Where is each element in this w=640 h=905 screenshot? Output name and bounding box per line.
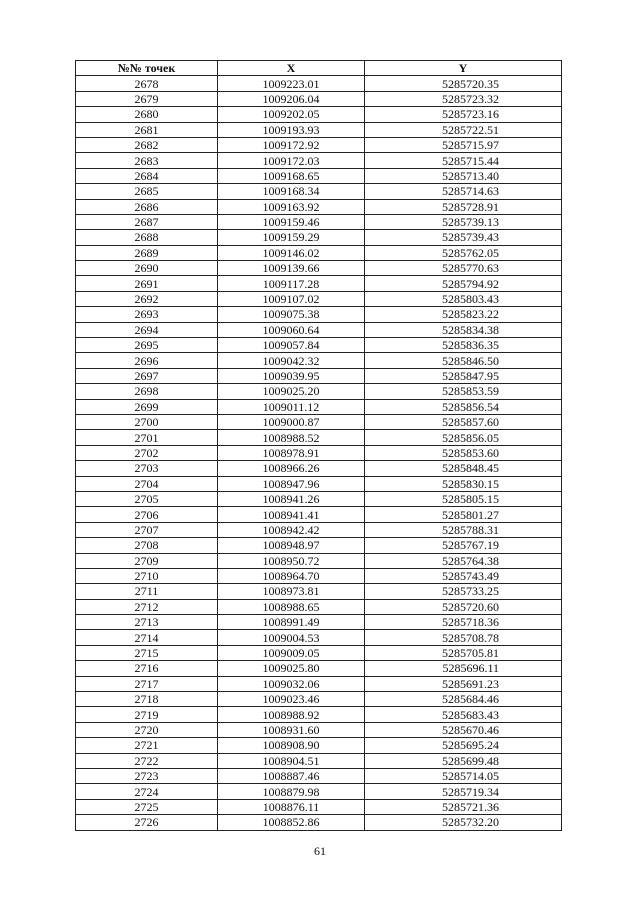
page-number: 61 — [314, 844, 326, 858]
cell-y: 5285715.97 — [365, 137, 562, 152]
table-row — [76, 291, 562, 306]
table-row — [76, 753, 562, 768]
cell-y: 5285684.46 — [365, 692, 562, 707]
cell-x: 1008948.97 — [218, 538, 365, 553]
cell-y: 5285857.60 — [365, 414, 562, 429]
table-row — [76, 815, 562, 830]
table-row — [76, 214, 562, 229]
cell-x: 1008988.92 — [218, 707, 365, 722]
cell-point-number: 2705 — [76, 491, 218, 506]
cell-point-number: 2699 — [76, 399, 218, 414]
cell-x: 1008991.49 — [218, 615, 365, 630]
cell-y: 5285856.54 — [365, 399, 562, 414]
cell-y: 5285803.43 — [365, 291, 562, 306]
cell-x: 1008852.86 — [218, 815, 365, 830]
table-row — [76, 414, 562, 429]
cell-point-number: 2703 — [76, 461, 218, 476]
table-row — [76, 599, 562, 614]
cell-x: 1009023.46 — [218, 692, 365, 707]
table-row — [76, 538, 562, 553]
cell-y: 5285723.16 — [365, 107, 562, 122]
cell-point-number: 2724 — [76, 784, 218, 799]
table-row — [76, 491, 562, 506]
cell-x: 1009075.38 — [218, 307, 365, 322]
cell-y: 5285788.31 — [365, 522, 562, 537]
cell-point-number: 2695 — [76, 338, 218, 353]
cell-point-number: 2702 — [76, 445, 218, 460]
cell-x: 1008942.42 — [218, 522, 365, 537]
cell-x: 1009202.05 — [218, 107, 365, 122]
cell-point-number: 2684 — [76, 168, 218, 183]
table-row — [76, 584, 562, 599]
table-row — [76, 245, 562, 260]
table-row — [76, 338, 562, 353]
cell-y: 5285715.44 — [365, 153, 562, 168]
cell-x: 1008904.51 — [218, 753, 365, 768]
cell-point-number: 2714 — [76, 630, 218, 645]
cell-x: 1009009.05 — [218, 645, 365, 660]
cell-point-number: 2717 — [76, 676, 218, 691]
cell-x: 1009159.29 — [218, 230, 365, 245]
cell-y: 5285767.19 — [365, 538, 562, 553]
coordinates-table — [75, 60, 562, 831]
table-row — [76, 768, 562, 783]
cell-y: 5285720.60 — [365, 599, 562, 614]
cell-x: 1009032.06 — [218, 676, 365, 691]
cell-y: 5285733.25 — [365, 584, 562, 599]
header-x: X — [218, 61, 365, 76]
cell-y: 5285718.36 — [365, 615, 562, 630]
cell-y: 5285830.15 — [365, 476, 562, 491]
cell-point-number: 2718 — [76, 692, 218, 707]
cell-y: 5285848.45 — [365, 461, 562, 476]
cell-x: 1008964.70 — [218, 568, 365, 583]
cell-x: 1009223.01 — [218, 76, 365, 91]
table-row — [76, 199, 562, 214]
cell-point-number: 2701 — [76, 430, 218, 445]
cell-point-number: 2692 — [76, 291, 218, 306]
cell-x: 1008908.90 — [218, 738, 365, 753]
cell-y: 5285713.40 — [365, 168, 562, 183]
cell-y: 5285699.48 — [365, 753, 562, 768]
table-row — [76, 645, 562, 660]
cell-point-number: 2678 — [76, 76, 218, 91]
cell-x: 1008973.81 — [218, 584, 365, 599]
cell-x: 1009039.95 — [218, 368, 365, 383]
cell-point-number: 2682 — [76, 137, 218, 152]
cell-y: 5285856.05 — [365, 430, 562, 445]
cell-x: 1008947.96 — [218, 476, 365, 491]
cell-y: 5285743.49 — [365, 568, 562, 583]
cell-y: 5285764.38 — [365, 553, 562, 568]
cell-y: 5285720.35 — [365, 76, 562, 91]
cell-y: 5285739.43 — [365, 230, 562, 245]
cell-point-number: 2710 — [76, 568, 218, 583]
table-header — [76, 61, 562, 76]
table-row — [76, 399, 562, 414]
cell-point-number: 2711 — [76, 584, 218, 599]
cell-point-number: 2688 — [76, 230, 218, 245]
cell-x: 1008931.60 — [218, 722, 365, 737]
table-row — [76, 307, 562, 322]
cell-x: 1009042.32 — [218, 353, 365, 368]
cell-x: 1009117.28 — [218, 276, 365, 291]
cell-y: 5285762.05 — [365, 245, 562, 260]
table-row — [76, 76, 562, 91]
cell-point-number: 2726 — [76, 815, 218, 830]
header-point-number: №№ точек — [76, 61, 218, 76]
cell-y: 5285714.05 — [365, 768, 562, 783]
cell-x: 1009025.20 — [218, 384, 365, 399]
table-row — [76, 692, 562, 707]
cell-y: 5285696.11 — [365, 661, 562, 676]
cell-y: 5285683.43 — [365, 707, 562, 722]
cell-point-number: 2721 — [76, 738, 218, 753]
cell-point-number: 2708 — [76, 538, 218, 553]
table-row — [76, 507, 562, 522]
cell-y: 5285823.22 — [365, 307, 562, 322]
cell-y: 5285846.50 — [365, 353, 562, 368]
cell-x: 1009159.46 — [218, 214, 365, 229]
table-row — [76, 368, 562, 383]
cell-x: 1009206.04 — [218, 91, 365, 106]
table-row — [76, 353, 562, 368]
table-row — [76, 122, 562, 137]
cell-y: 5285722.51 — [365, 122, 562, 137]
cell-y: 5285721.36 — [365, 799, 562, 814]
cell-point-number: 2716 — [76, 661, 218, 676]
table-row — [76, 738, 562, 753]
cell-x: 1009146.02 — [218, 245, 365, 260]
table-row — [76, 137, 562, 152]
cell-point-number: 2704 — [76, 476, 218, 491]
cell-y: 5285847.95 — [365, 368, 562, 383]
cell-y: 5285670.46 — [365, 722, 562, 737]
cell-y: 5285705.81 — [365, 645, 562, 660]
cell-y: 5285836.35 — [365, 338, 562, 353]
table-row — [76, 707, 562, 722]
cell-point-number: 2723 — [76, 768, 218, 783]
cell-x: 1008950.72 — [218, 553, 365, 568]
cell-point-number: 2712 — [76, 599, 218, 614]
cell-y: 5285801.27 — [365, 507, 562, 522]
cell-x: 1009060.64 — [218, 322, 365, 337]
table-row — [76, 799, 562, 814]
header-row — [76, 61, 562, 76]
cell-x: 1008887.46 — [218, 768, 365, 783]
cell-point-number: 2683 — [76, 153, 218, 168]
cell-x: 1009172.03 — [218, 153, 365, 168]
table-row — [76, 91, 562, 106]
cell-point-number: 2690 — [76, 261, 218, 276]
cell-x: 1008941.41 — [218, 507, 365, 522]
cell-y: 5285853.59 — [365, 384, 562, 399]
cell-y: 5285834.38 — [365, 322, 562, 337]
cell-point-number: 2707 — [76, 522, 218, 537]
table-row — [76, 630, 562, 645]
cell-x: 1009004.53 — [218, 630, 365, 645]
cell-point-number: 2698 — [76, 384, 218, 399]
cell-x: 1009025.80 — [218, 661, 365, 676]
table-row — [76, 168, 562, 183]
cell-x: 1009011.12 — [218, 399, 365, 414]
cell-point-number: 2694 — [76, 322, 218, 337]
cell-point-number: 2706 — [76, 507, 218, 522]
cell-point-number: 2725 — [76, 799, 218, 814]
table-row — [76, 261, 562, 276]
table-body — [76, 76, 562, 830]
cell-point-number: 2681 — [76, 122, 218, 137]
cell-point-number: 2700 — [76, 414, 218, 429]
table-row — [76, 430, 562, 445]
table-row — [76, 384, 562, 399]
cell-x: 1009193.93 — [218, 122, 365, 137]
cell-x: 1009107.02 — [218, 291, 365, 306]
cell-y: 5285732.20 — [365, 815, 562, 830]
table-row — [76, 553, 562, 568]
cell-x: 1008988.65 — [218, 599, 365, 614]
cell-point-number: 2691 — [76, 276, 218, 291]
cell-y: 5285708.78 — [365, 630, 562, 645]
table-row — [76, 522, 562, 537]
cell-point-number: 2679 — [76, 91, 218, 106]
table-row — [76, 476, 562, 491]
table-row — [76, 661, 562, 676]
cell-x: 1009168.65 — [218, 168, 365, 183]
cell-y: 5285853.60 — [365, 445, 562, 460]
cell-x: 1008876.11 — [218, 799, 365, 814]
table-row — [76, 153, 562, 168]
cell-y: 5285695.24 — [365, 738, 562, 753]
cell-point-number: 2689 — [76, 245, 218, 260]
cell-y: 5285691.23 — [365, 676, 562, 691]
cell-y: 5285794.92 — [365, 276, 562, 291]
cell-point-number: 2715 — [76, 645, 218, 660]
cell-point-number: 2687 — [76, 214, 218, 229]
table-row — [76, 107, 562, 122]
cell-y: 5285805.15 — [365, 491, 562, 506]
cell-point-number: 2709 — [76, 553, 218, 568]
table-row — [76, 445, 562, 460]
table-row — [76, 230, 562, 245]
cell-y: 5285739.13 — [365, 214, 562, 229]
cell-x: 1009172.92 — [218, 137, 365, 152]
cell-point-number: 2713 — [76, 615, 218, 630]
table-row — [76, 722, 562, 737]
cell-point-number: 2686 — [76, 199, 218, 214]
cell-y: 5285719.34 — [365, 784, 562, 799]
cell-point-number: 2697 — [76, 368, 218, 383]
cell-point-number: 2685 — [76, 184, 218, 199]
cell-x: 1009000.87 — [218, 414, 365, 429]
table-row — [76, 676, 562, 691]
cell-point-number: 2719 — [76, 707, 218, 722]
table-row — [76, 276, 562, 291]
table-row — [76, 568, 562, 583]
table-row — [76, 461, 562, 476]
cell-point-number: 2693 — [76, 307, 218, 322]
cell-point-number: 2722 — [76, 753, 218, 768]
cell-y: 5285770.63 — [365, 261, 562, 276]
cell-point-number: 2720 — [76, 722, 218, 737]
cell-x: 1009168.34 — [218, 184, 365, 199]
table-row — [76, 184, 562, 199]
cell-y: 5285714.63 — [365, 184, 562, 199]
header-y: Y — [365, 61, 562, 76]
cell-x: 1009057.84 — [218, 338, 365, 353]
cell-x: 1008941.26 — [218, 491, 365, 506]
cell-point-number: 2680 — [76, 107, 218, 122]
cell-y: 5285728.91 — [365, 199, 562, 214]
cell-point-number: 2696 — [76, 353, 218, 368]
cell-x: 1008966.26 — [218, 461, 365, 476]
cell-x: 1009139.66 — [218, 261, 365, 276]
cell-y: 5285723.32 — [365, 91, 562, 106]
cell-x: 1008879.98 — [218, 784, 365, 799]
cell-x: 1008978.91 — [218, 445, 365, 460]
table-row — [76, 322, 562, 337]
table-row — [76, 784, 562, 799]
cell-x: 1009163.92 — [218, 199, 365, 214]
table-row — [76, 615, 562, 630]
cell-x: 1008988.52 — [218, 430, 365, 445]
